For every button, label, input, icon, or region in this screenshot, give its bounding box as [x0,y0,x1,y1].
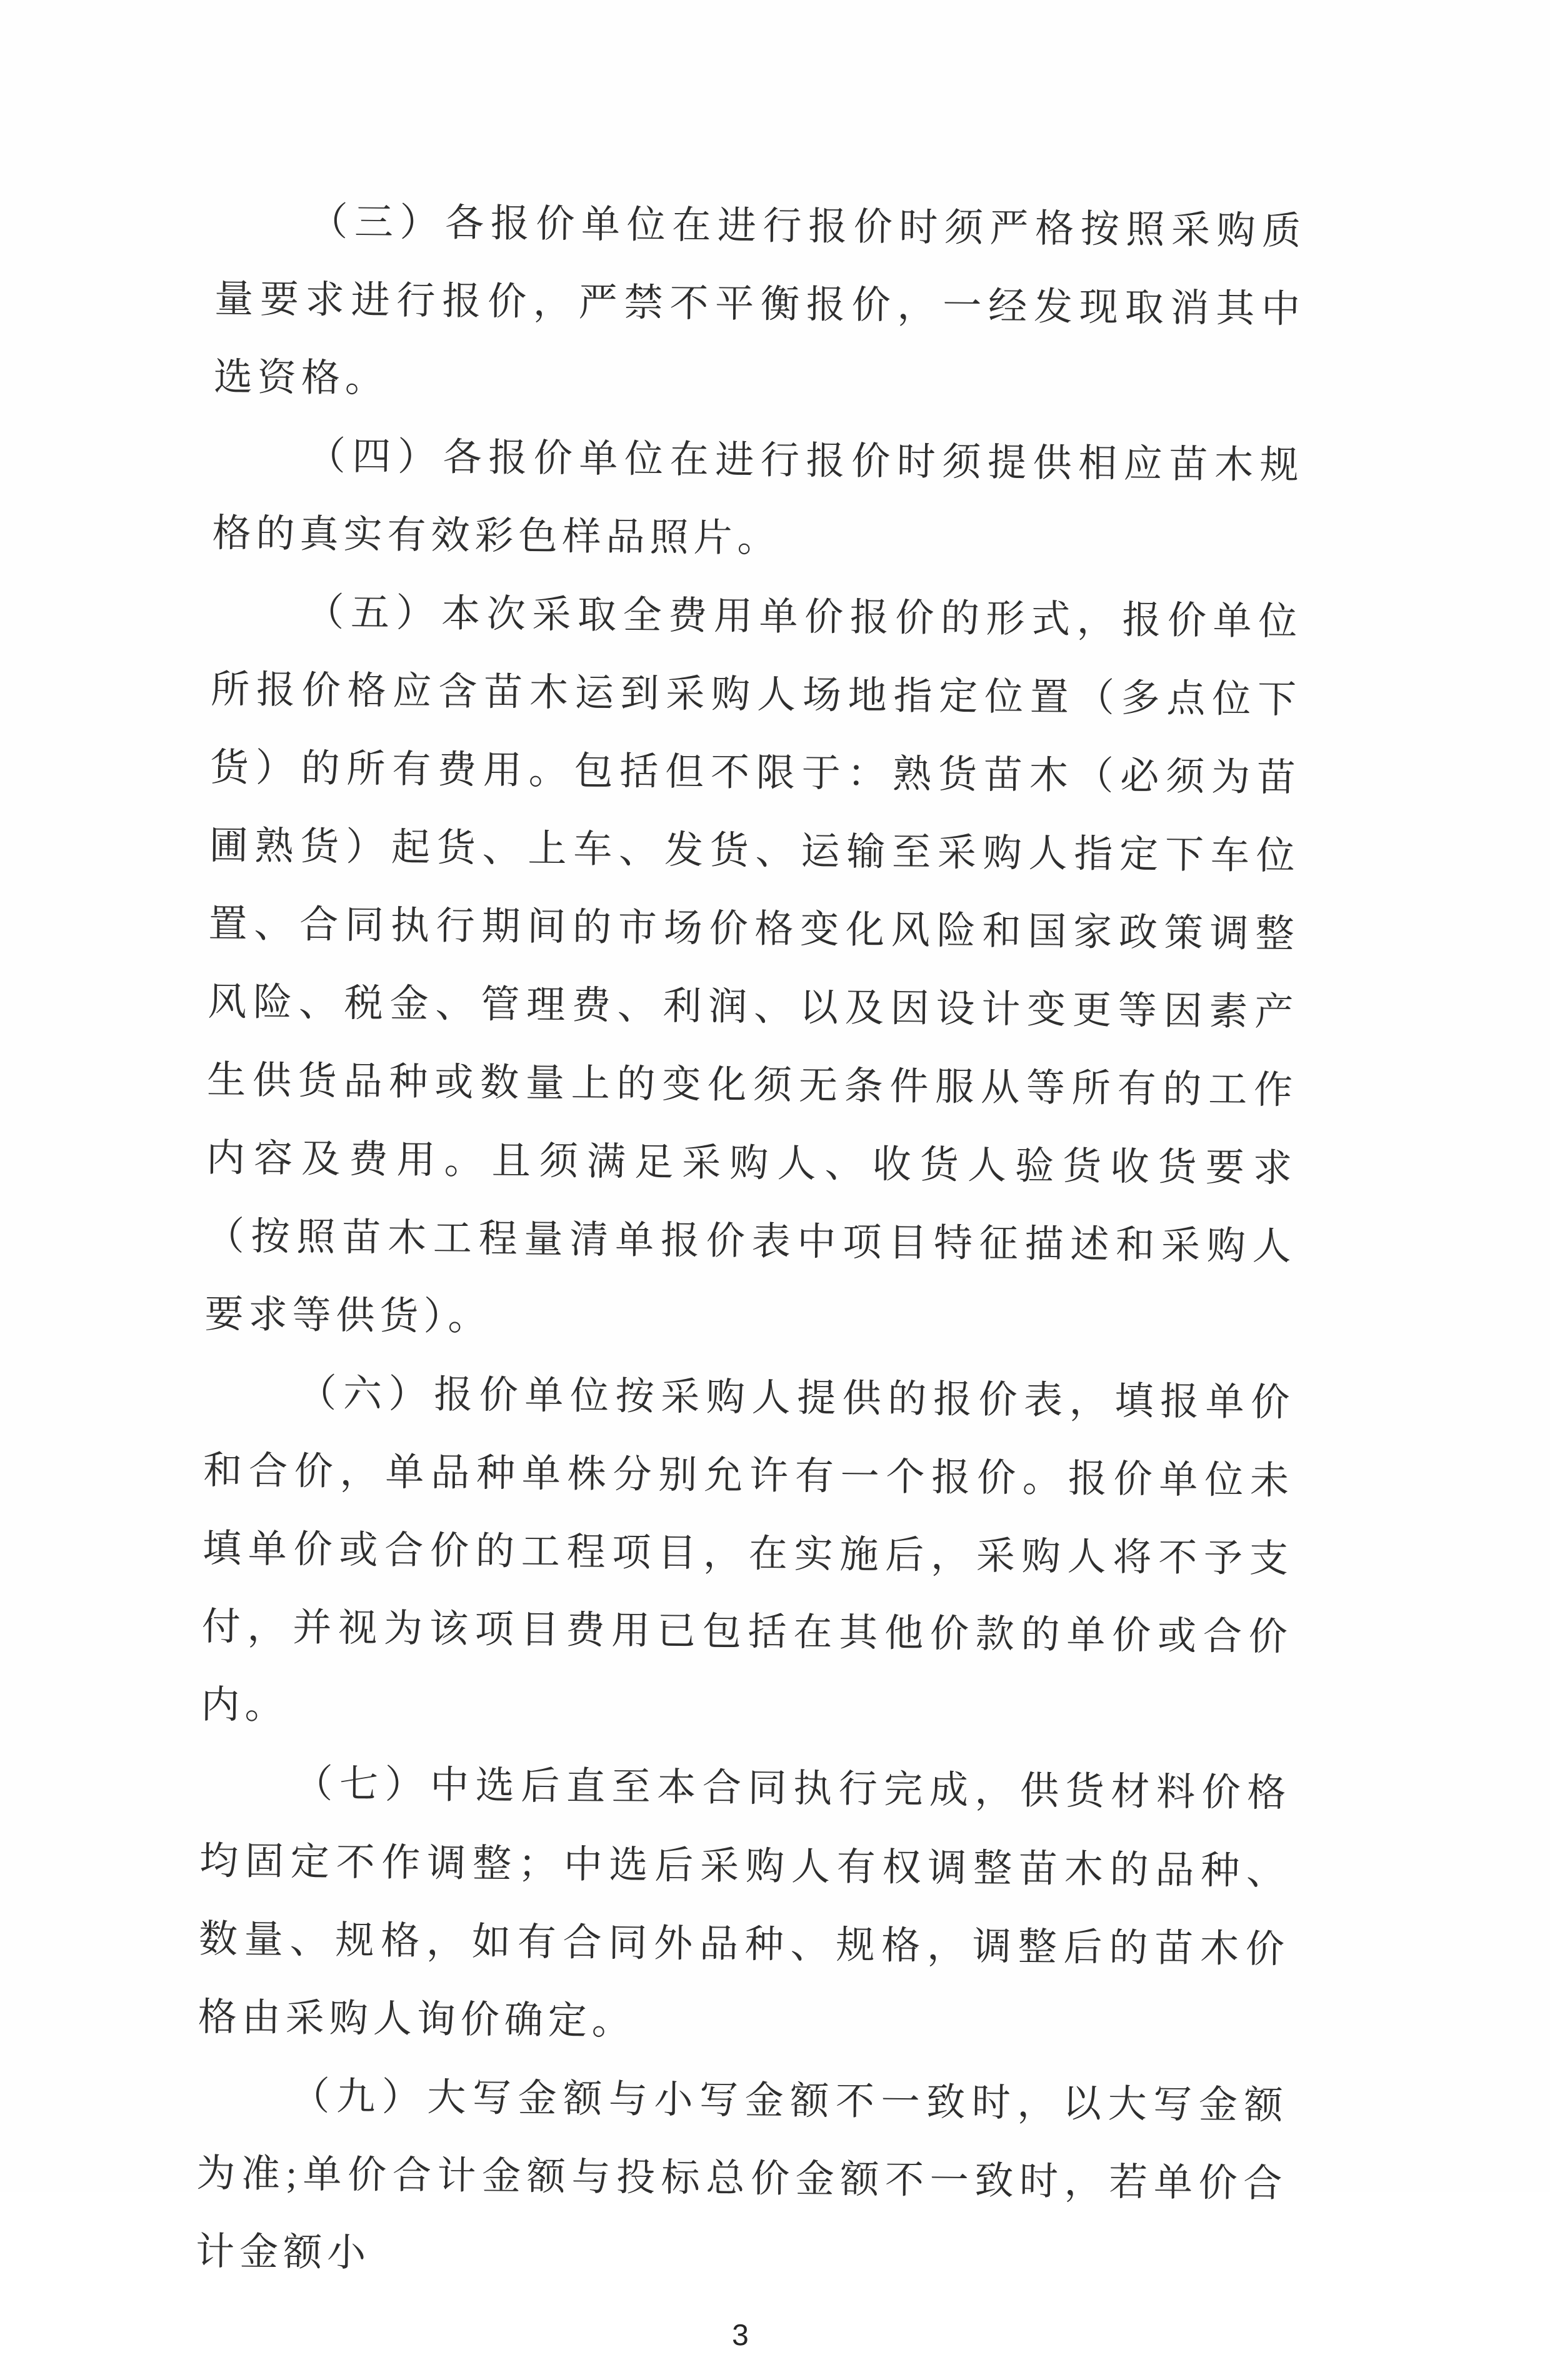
paragraph-clause-7: （七）中选后直至本合同执行完成，供货材料价格均固定不作调整；中选后采购人有权调整苗木的品种、数量、规格，如有合同外品种、规格，调整后的苗木价格由采购人询价确定。 [198,1763,1291,2043]
page-number: 3 [731,2319,749,2353]
paragraph-clause-4: （四）各报价单位在进行报价时须提供相应苗木规格的真实有效彩色样品照片。 [212,435,1304,560]
paragraph-clause-3: （三）各报价单位在进行报价时须严格按照采购质量要求进行报价，严禁不平衡报价，一经发现取消其中选资格。 [213,201,1306,401]
document-body-text [194,182,1306,2380]
paragraph-clause-5: （五）本次采取全费用单价报价的形式，报价单位所报价格应含苗木运到采购人场地指定位置（多点位下货）的所有费用。包括但不限于：熟货苗木（必须为苗圃熟货）起货、上车、发货、运输至采购人指定下车位置、合同执行期间的市场价格变化风险和国家政策调整风险、税金、管理费、利润、以及因设计变更等因素产生供货品种或数量上的变化须无条件服从等所有的工作内容及费用。且须满足采购人、收货人验货收货要求（按照苗木工程量清单报价表中项目特征描述和采购人要求等供货）。 [204,591,1302,1339]
paragraph-clause-6: （六）报价单位按采购人提供的报价表，填报单价和合价，单品种单株分别允许有一个报价。报价单位未填单价或合价的工程项目，在实施后，采购人将不予支付，并视为该项目费用已包括在其他价款的单价或合价内。 [201,1372,1295,1728]
paragraph-clause-9: （九）大写金额与小写金额不一致时，以大写金额为准;单价合计金额与投标总价金额不一致时，若单价合计金额小 [195,2075,1288,2275]
